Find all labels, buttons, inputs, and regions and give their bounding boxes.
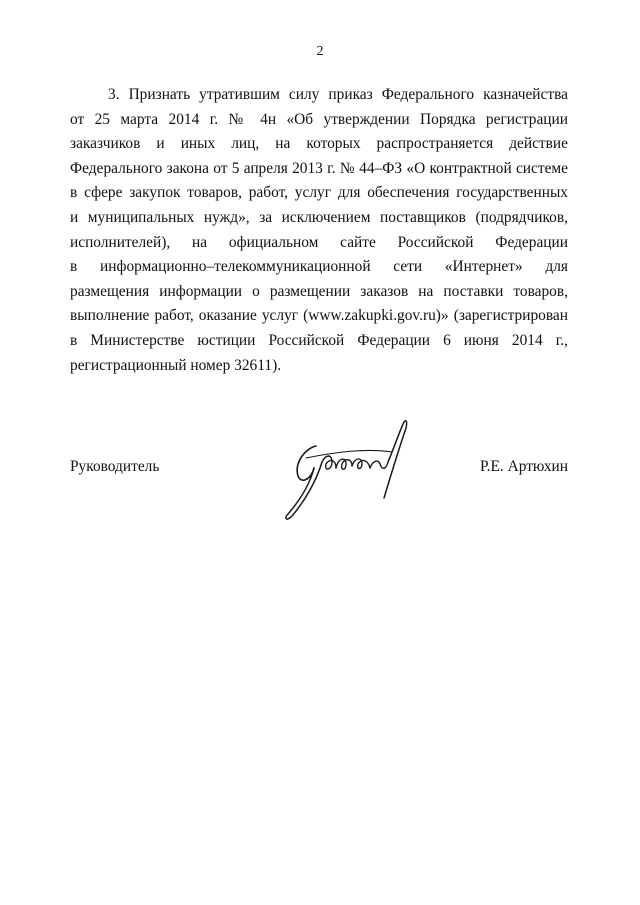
paragraph-line: размещения информации о размещении заказов на поставки товаров, [70, 282, 568, 300]
paragraph-line: исполнителей), на официальном сайте Российской Федерации [70, 233, 568, 251]
paragraph-line: в Министерстве юстиции Российской Федерации 6 июня 2014 г., [70, 331, 568, 349]
paragraph-line: и муниципальных нужд», за исключением поставщиков (подрядчиков, [70, 208, 568, 226]
paragraph-line: в информационно–телекоммуникационной сети «Интернет» для [70, 258, 568, 276]
paragraph-line: регистрационный номер 32611). [70, 356, 282, 374]
signer-title: Руководитель [70, 458, 160, 475]
handwritten-signature [276, 418, 416, 524]
signature-block [70, 418, 568, 528]
signer-name: Р.Е. Артюхин [480, 458, 568, 475]
paragraph-line: 3. Признать утратившим силу приказ Федерального казначейства [108, 86, 568, 103]
paragraph-line: в сфере закупок товаров, работ, услуг для обеспечения государственных [70, 184, 568, 202]
paragraph-line: выполнение работ, оказание услуг (www.zakupki.gov.ru)» (зарегистрирован [70, 307, 568, 325]
paragraph-line: Федерального закона от 5 апреля 2013 г. № 44–ФЗ «О контрактной системе [70, 159, 568, 177]
order-paragraph-3 [70, 83, 568, 378]
page-number: 2 [316, 44, 324, 59]
paragraph-line: заказчиков и иных лиц, на которых распространяется действие [70, 135, 568, 153]
paragraph-line: от 25 марта 2014 г. № 4н «Об утверждении Порядка регистрации [70, 110, 568, 128]
